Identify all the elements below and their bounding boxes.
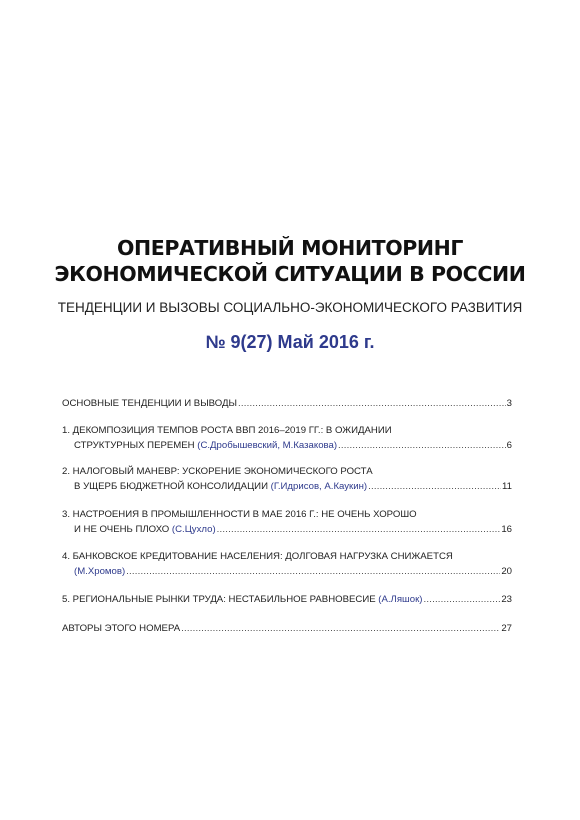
toc-page-number: 23 xyxy=(501,594,512,605)
toc-entry-authors: (С.Дробышевский, М.Казакова) xyxy=(197,440,338,451)
toc-entry-industry-sentiment[interactable] xyxy=(62,507,512,537)
toc-entry-title-cont: И НЕ ОЧЕНЬ ПЛОХО (С.Цухло) xyxy=(74,524,216,535)
toc-entry-title: 4. БАНКОВСКОЕ КРЕДИТОВАНИЕ НАСЕЛЕНИЯ: ДОЛГОВАЯ НАГРУЗКА СНИЖАЕТСЯ xyxy=(62,551,453,562)
toc-entry-title: 2. НАЛОГОВЫЙ МАНЕВР: УСКОРЕНИЕ ЭКОНОМИЧЕСКОГО РОСТА xyxy=(62,466,373,477)
toc-page-number: 11 xyxy=(502,481,512,492)
toc-entry-regional-labor[interactable] xyxy=(62,592,512,607)
toc-leader-dots xyxy=(338,438,506,453)
toc-leader-dots xyxy=(181,621,500,636)
subtitle: ТЕНДЕНЦИИ И ВЫЗОВЫ СОЦИАЛЬНО-ЭКОНОМИЧЕСКОГО РАЗВИТИЯ xyxy=(57,300,523,315)
toc-entry-authors: (М.Хромов) xyxy=(74,566,126,577)
toc-entry-title: АВТОРЫ ЭТОГО НОМЕРА xyxy=(62,623,181,634)
title-line-2: ЭКОНОМИЧЕСКОЙ СИТУАЦИИ В РОССИИ xyxy=(54,262,526,286)
toc-page-number: 27 xyxy=(501,623,512,634)
toc-entry-authors: (А.Ляшок) xyxy=(378,594,423,605)
toc-entry-authors: (Г.Идрисов, А.Каукин) xyxy=(270,481,368,492)
toc-page-number: 16 xyxy=(501,524,512,535)
toc-entry-title-cont xyxy=(74,564,125,579)
toc-entry-authors-of-issue[interactable] xyxy=(62,621,512,636)
toc-entry-title: 3. НАСТРОЕНИЯ В ПРОМЫШЛЕННОСТИ В МАЕ 2016 Г.: НЕ ОЧЕНЬ ХОРОШО xyxy=(62,509,417,520)
toc-entry-tax-maneuver[interactable] xyxy=(62,464,512,494)
toc-leader-dots xyxy=(238,396,506,411)
toc-entry-gdp-decomposition[interactable] xyxy=(62,423,512,453)
toc-entry-main-trends[interactable] xyxy=(62,396,512,411)
issue-number: № 9(27) Май 2016 г. xyxy=(205,332,375,352)
toc-page-number: 3 xyxy=(506,398,512,409)
toc-leader-dots xyxy=(368,479,501,494)
toc-leader-dots xyxy=(217,522,501,537)
toc-entry-bank-lending[interactable] xyxy=(62,549,512,579)
toc-entry-title-cont: В УЩЕРБ БЮДЖЕТНОЙ КОНСОЛИДАЦИИ (Г.Идрисов, А.Каукин) xyxy=(74,481,368,492)
toc-entry-title: 1. ДЕКОМПОЗИЦИЯ ТЕМПОВ РОСТА ВВП 2016–2019 ГГ.: В ОЖИДАНИИ xyxy=(62,425,392,436)
toc-leader-dots xyxy=(126,564,500,579)
toc-page-number: 6 xyxy=(506,440,512,451)
toc-entry-title: 5. РЕГИОНАЛЬНЫЕ РЫНКИ ТРУДА: НЕСТАБИЛЬНОЕ РАВНОВЕСИЕ (А.Ляшок) xyxy=(62,594,423,605)
toc-entry-title: ОСНОВНЫЕ ТЕНДЕНЦИИ И ВЫВОДЫ xyxy=(62,398,238,409)
toc-entry-title-cont: СТРУКТУРНЫХ ПЕРЕМЕН (С.Дробышевский, М.Казакова) xyxy=(74,440,338,451)
toc-leader-dots xyxy=(423,592,500,607)
title-line-1: ОПЕРАТИВНЫЙ МОНИТОРИНГ xyxy=(116,236,464,260)
toc-page-number: 20 xyxy=(501,566,512,577)
toc-entry-authors: (С.Цухло) xyxy=(171,524,216,535)
